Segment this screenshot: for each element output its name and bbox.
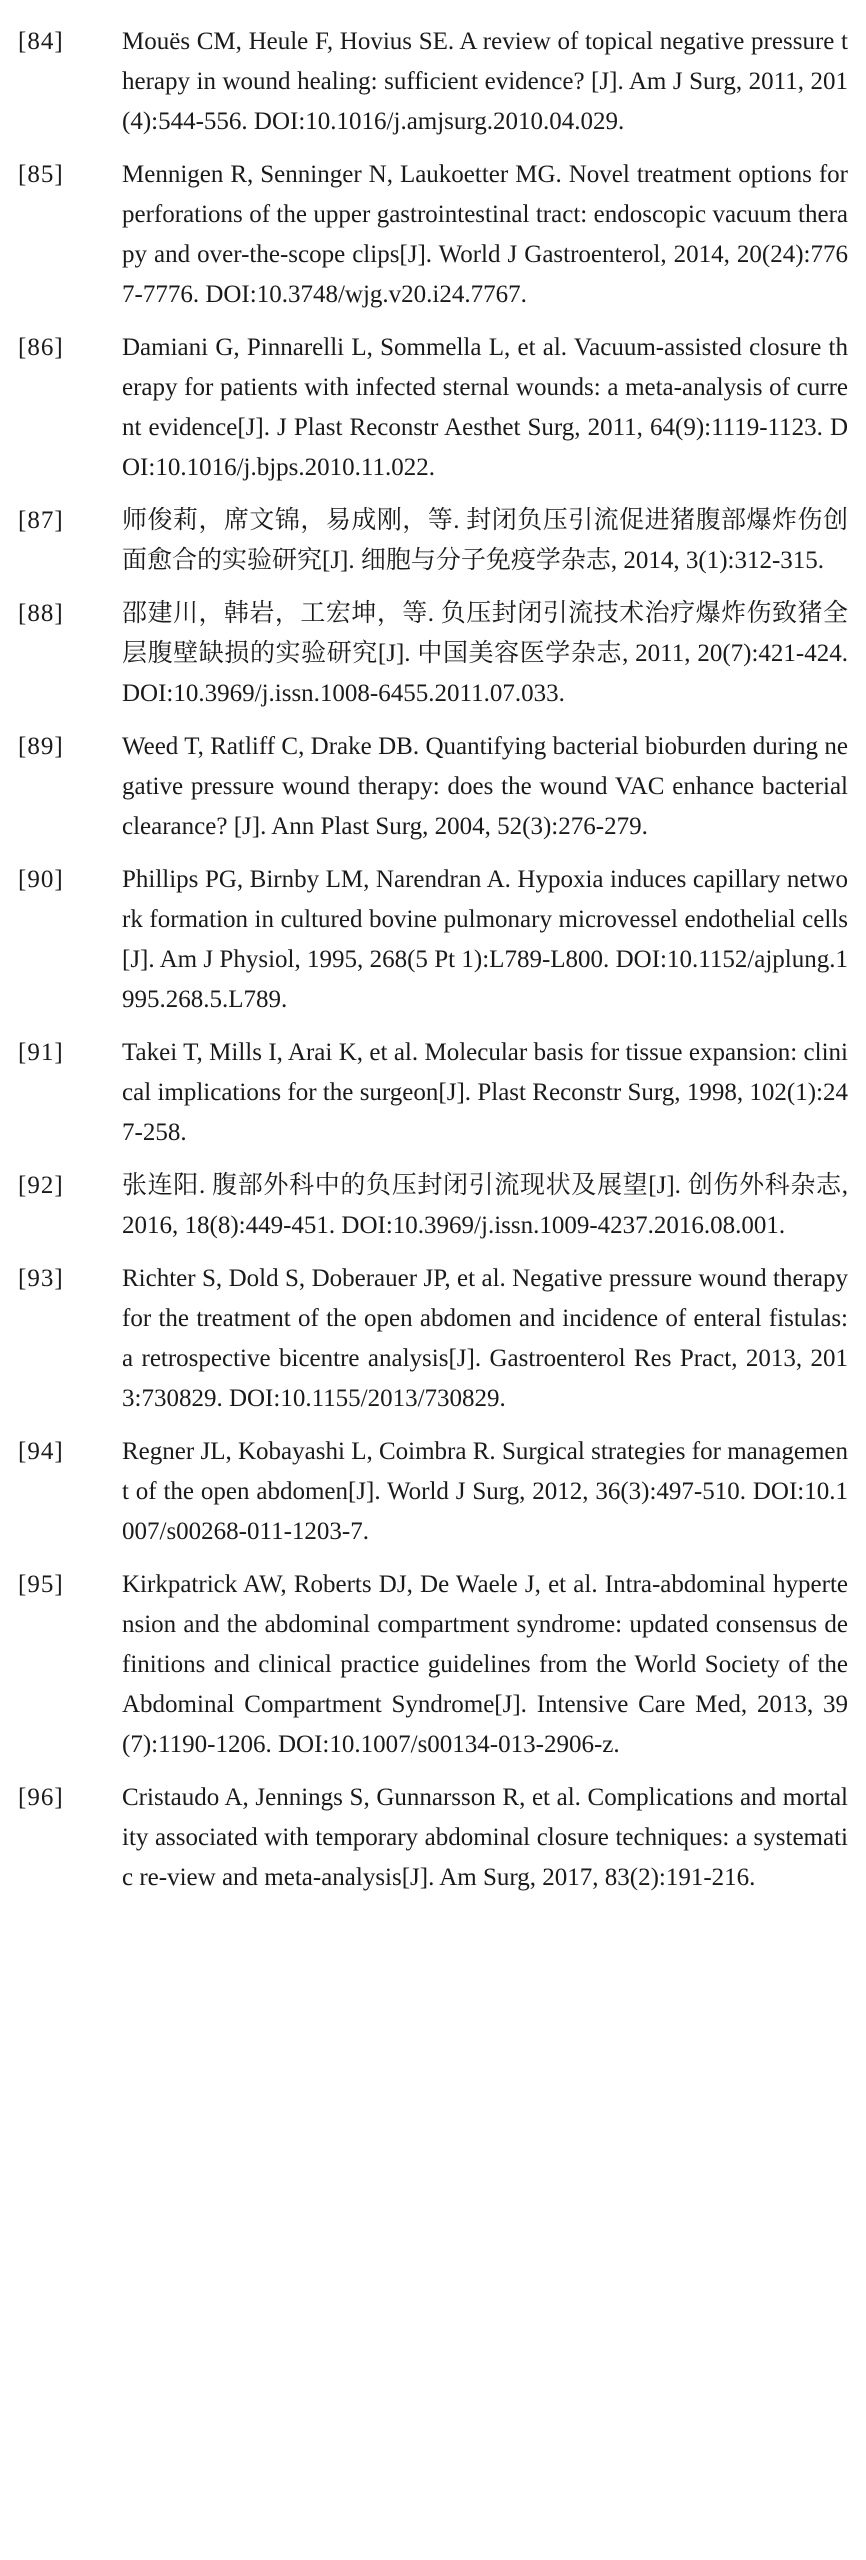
reference-number: [93] xyxy=(18,1265,64,1292)
reference-entry xyxy=(18,594,848,714)
reference-number: [86] xyxy=(18,334,64,361)
reference-text: 张连阳. 腹部外科中的负压封闭引流现状及展望[J]. 创伤外科杂志, 2016, 18(8):449-451. DOI:10.3969/j.issn.1009-4237.2016.08.001. xyxy=(122,1172,848,1239)
reference-entry xyxy=(18,860,848,1020)
reference-text: 邵建川，韩岩，工宏坤，等. 负压封闭引流技术治疗爆炸伤致猪全层腹壁缺损的实验研究[J]. 中国美容医学杂志, 2011, 20(7):421-424. DOI:10.3969/j.issn.1008-6455.2011.07.033. xyxy=(122,600,848,707)
reference-text: Weed T, Ratliff C, Drake DB. Quantifying bacterial bioburden during negative pressure wound therapy: does the wound VAC enhance bacterial clearance? [J]. Ann Plast Surg, 2004, 52(3):276-279. xyxy=(122,733,848,840)
reference-entry xyxy=(18,1033,848,1153)
reference-number: [88] xyxy=(18,600,64,627)
reference-number: [89] xyxy=(18,733,64,760)
reference-text: Damiani G, Pinnarelli L, Sommella L, et al. Vacuum-assisted closure therapy for patients with infected sternal wounds: a meta-analysis of current evidence[J]. J Plast Reconstr Aesthet Surg, 2011, 64(9):1119-1123. DOI:10.1016/j.bjps.2010.11.022. xyxy=(122,334,848,481)
reference-text: Mennigen R, Senninger N, Laukoetter MG. Novel treatment options for perforations of the upper gastrointestinal tract: endoscopic vacuum therapy and over-the-scope clips[J]. World J Gastroenterol, 2014, 20(24):7767-7776. DOI:10.3748/wjg.v20.i24.7767. xyxy=(122,161,848,308)
reference-entry xyxy=(18,1778,848,1898)
reference-number: [94] xyxy=(18,1438,64,1465)
reference-number: [90] xyxy=(18,866,64,893)
reference-number: [85] xyxy=(18,161,64,188)
reference-text: Kirkpatrick AW, Roberts DJ, De Waele J, et al. Intra-abdominal hypertension and the abdominal compartment syndrome: updated consensus definitions and clinical practice guidelines from the World Society of the Abdominal Compartment Syndrome[J]. Intensive Care Med, 2013, 39(7):1190-1206. DOI:10.1007/s00134-013-2906-z. xyxy=(122,1571,848,1758)
reference-number: [84] xyxy=(18,28,64,55)
reference-number: [92] xyxy=(18,1172,64,1199)
reference-entry xyxy=(18,501,848,581)
reference-text: Mouës CM, Heule F, Hovius SE. A review of topical negative pressure therapy in wound healing: sufficient evidence? [J]. Am J Surg, 2011, 201(4):544-556. DOI:10.1016/j.amjsurg.2010.04.029. xyxy=(122,28,848,135)
reference-entry xyxy=(18,1432,848,1552)
reference-entry xyxy=(18,727,848,847)
reference-entry xyxy=(18,22,848,142)
reference-entry xyxy=(18,155,848,315)
reference-text: 师俊莉，席文锦，易成刚，等. 封闭负压引流促进猪腹部爆炸伤创面愈合的实验研究[J]. 细胞与分子免疫学杂志, 2014, 3(1):312-315. xyxy=(122,507,848,574)
reference-entry xyxy=(18,1259,848,1419)
reference-entry xyxy=(18,1166,848,1246)
reference-entry xyxy=(18,1565,848,1765)
reference-text: Richter S, Dold S, Doberauer JP, et al. Negative pressure wound therapy for the treatment of the open abdomen and incidence of enteral fistulas: a retrospective bicentre analysis[J]. Gastroenterol Res Pract, 2013, 2013:730829. DOI:10.1155/2013/730829. xyxy=(122,1265,848,1412)
reference-text: Takei T, Mills I, Arai K, et al. Molecular basis for tissue expansion: clinical implications for the surgeon[J]. Plast Reconstr Surg, 1998, 102(1):247-258. xyxy=(122,1039,848,1146)
reference-number: [91] xyxy=(18,1039,64,1066)
reference-number: [96] xyxy=(18,1784,64,1811)
reference-text: Regner JL, Kobayashi L, Coimbra R. Surgical strategies for management of the open abdomen[J]. World J Surg, 2012, 36(3):497-510. DOI:10.1007/s00268-011-1203-7. xyxy=(122,1438,848,1545)
reference-entry xyxy=(18,328,848,488)
reference-number: [95] xyxy=(18,1571,64,1598)
reference-text: Cristaudo A, Jennings S, Gunnarsson R, et al. Complications and mortality associated with temporary abdominal closure techniques: a systematic re-view and meta-analysis[J]. Am Surg, 2017, 83(2):191-216. xyxy=(122,1784,848,1891)
reference-text: Phillips PG, Birnby LM, Narendran A. Hypoxia induces capillary network formation in cultured bovine pulmonary microvessel endothelial cells[J]. Am J Physiol, 1995, 268(5 Pt 1):L789-L800. DOI:10.1152/ajplung.1995.268.5.L789. xyxy=(122,866,848,1013)
reference-list xyxy=(18,22,848,1911)
reference-number: [87] xyxy=(18,507,64,534)
